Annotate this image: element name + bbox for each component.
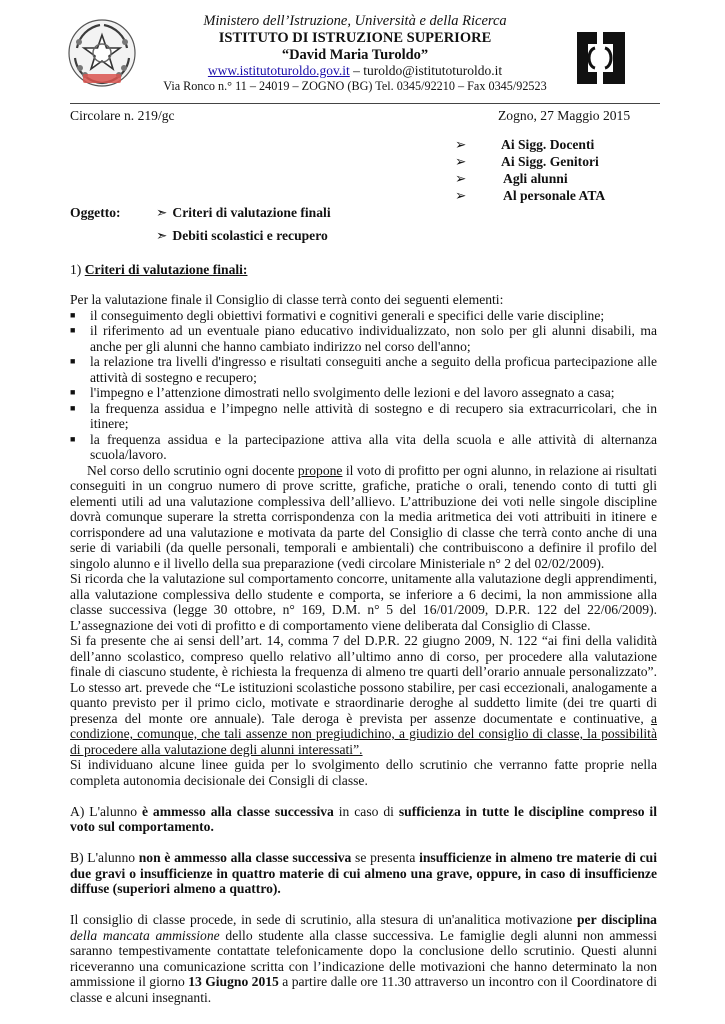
recipient-item: ➢ Al personale ATA <box>455 188 606 203</box>
subject-item: ➣ Debiti scolastici e recupero <box>156 228 328 243</box>
header-divider <box>70 103 660 104</box>
bullet-item: ■ la relazione tra livelli d'ingresso e risultati conseguiti anche a seguito della proficua partecipazione alle attività di sostegno e recupero; <box>70 354 657 385</box>
arrowhead-icon: ➣ <box>156 205 168 220</box>
subject-label: Oggetto: <box>70 205 121 220</box>
school-type: ISTITUTO DI ISTRUZIONE SUPERIORE <box>218 30 492 46</box>
recipient-item: ➢ Ai Sigg. Genitori <box>455 154 599 169</box>
italian-republic-emblem-icon <box>67 18 137 88</box>
bullet-item: ■ il riferimento ad un eventuale piano educativo individualizzato, non solo per gli alunni disabili, ma anche per gli alunni che hanno cambiato indirizzo nel corso dell'anno; <box>70 323 657 354</box>
contacts-line <box>140 63 570 79</box>
paragraph-comportamento: Si ricorda che la valutazione sul comportamento concorre, unitamente alla valutazione degli apprendimenti, alla valutazione complessiva dello studente e comporta, se inferiore a 6 decimi, la non ammissione alla classe successiva (legge 30 ottobre, n° 169, D.M. n° 5 del 16/01/2009, D.P.R. 122 del 22/06/2009). L’assegnazione dei voti di profitto e di comportamento viene deliberata dal Consiglio di Classe. <box>70 571 657 633</box>
bullet-item: ■ la frequenza assidua e la partecipazione attiva alla vita della scuola e alle attività di alternanza scuola/lavoro. <box>70 431 657 462</box>
ministry-title: Ministero dell’Istruzione, Università e della Ricerca <box>203 13 507 29</box>
case-a: A) L'alunno è ammesso alla classe successiva in caso di sufficienza in tutte le discipline compreso il voto sul comportamento. <box>70 803 657 834</box>
case-b: B) L'alunno non è ammesso alla classe successiva se presenta insufficienze in almeno tre materie di cui due gravi o insufficienze in quattro materie di cui almeno una grave, oppure, in caso di insufficienze diffuse (superiori almeno a quattro). <box>70 850 657 896</box>
circolare-number: Circolare n. 219/gc <box>70 108 175 123</box>
subject-item: ➣ Criteri di valutazione finali <box>156 205 331 220</box>
intro-text: Per la valutazione finale il Consiglio di classe terrà conto dei seguenti elementi: <box>70 292 504 307</box>
bullet-item: ■ l'impegno e l’attenzione dimostrati nello svolgimento delle lezioni e del lavoro assegnato a casa; <box>70 385 615 400</box>
arrowhead-icon: ➣ <box>156 228 168 243</box>
recipient-item: ➢ Agli alunni <box>455 171 568 186</box>
address-line: Via Ronco n.° 11 – 24019 – ZOGNO (BG) Tel. 0345/92210 – Fax 0345/92523 <box>163 79 547 93</box>
recipients-list <box>455 137 675 205</box>
paragraph-scrutinio: Nel corso dello scrutinio ogni docente propone il voto di profitto per ogni alunno, in relazione ai risultati conseguiti in un congruo numero di prove scritte, grafiche, pratiche o orali, tenendo conto di tutti gli elementi utili ad una valutazione complessiva dell’allievo. L’attribuzione dei voti nelle singole discipline dovrà comunque superare la stretta corrispondenza con la media aritmetica dei voti attribuiti in itinere e corrispondere ad una valutazione e motivata da parte del Consiglio di classe che terrà conto anche di una serie di variabili (da quelle personali, temporali e ambientali) che contribuiscono a definire il profilo del singolo alunno e il livello della sua preparazione (vedi circolare Ministeriale n° 2 del 02/02/2009). <box>70 462 657 571</box>
school-logo-icon <box>573 28 629 88</box>
square-bullet-icon: ■ <box>70 402 76 413</box>
paragraph-linee-guida: Si individuano alcune linee guida per lo svolgimento dello scrutinio che verranno fatte proprie nella completa autonomia decisionale dei Consigli di classe. <box>70 757 657 788</box>
website-link[interactable]: www.istitutoturoldo.gov.it <box>207 63 350 78</box>
square-bullet-icon: ■ <box>70 309 76 320</box>
recipient-item: ➢ Ai Sigg. Docenti <box>455 137 595 152</box>
bullet-item: ■ la frequenza assidua e l’impegno nelle attività di sostegno e di recupero sia extracurricolari, che in itinere; <box>70 400 657 431</box>
arrowhead-icon: ➢ <box>455 171 467 186</box>
square-bullet-icon: ■ <box>70 325 76 335</box>
document-body <box>70 292 657 1005</box>
square-bullet-icon: ■ <box>70 387 76 397</box>
square-bullet-icon: ■ <box>70 356 76 366</box>
arrowhead-icon: ➢ <box>455 137 467 152</box>
square-bullet-icon: ■ <box>70 433 76 444</box>
school-name: “David Maria Turoldo” <box>281 47 429 63</box>
bullet-item: ■ il conseguimento degli obiettivi formativi e cognitivi generali e specifici delle varie discipline; <box>70 307 605 323</box>
arrowhead-icon: ➢ <box>455 188 467 203</box>
email-text: – turoldo@istitutoturoldo.it <box>349 63 503 78</box>
document-date: Zogno, 27 Maggio 2015 <box>498 108 631 123</box>
arrowhead-icon: ➢ <box>455 154 467 169</box>
paragraph-validita: Si fa presente che ai sensi dell’art. 14, comma 7 del D.P.R. 22 giugno 2009, N. 122 “ai fini della validità dell’anno scolastico, compreso quello relativo all’ultimo anno di corso, per procedere alla valutazione finale di ciascuno studente, è richiesta la frequenza di almeno tre quarti dell’orario annuale personalizzato”. Lo stesso art. prevede che “Le istituzioni scolastiche possono stabilire, per casi eccezionali, analogamente a quanto previsto per il primo ciclo, motivate e straordinarie deroghe al suddetto limite (dei tre quarti di presenza del monte ore annuale). Tale deroga è prevista per assenze documentate e continuative, a condizione, comunque, che tali assenze non pregiudichino, a giudizio del consiglio di classe, la possibilità di procedere alla valutazione degli alunni interessati”. <box>70 633 657 757</box>
paragraph-consiglio: Il consiglio di classe procede, in sede di scrutinio, alla stesura di un'analitica motivazione per disciplina della mancata ammissione dello studente alla classe successiva. Le famiglie degli alunni non ammessi saranno tempestivamente contattate telefonicamente dopo la conclusione dello scrutinio. Questi alunni riceveranno una comunicazione scritta con l’indicazione delle motivazioni che hanno determinato la non ammissione il giorno 13 Giugno 2015 a partire dalle ore 11.30 attraverso un incontro con il Coordinatore di classe e alcuni insegnanti. <box>70 912 658 1005</box>
section-heading: 1) Criteri di valutazione finali: <box>70 262 248 277</box>
